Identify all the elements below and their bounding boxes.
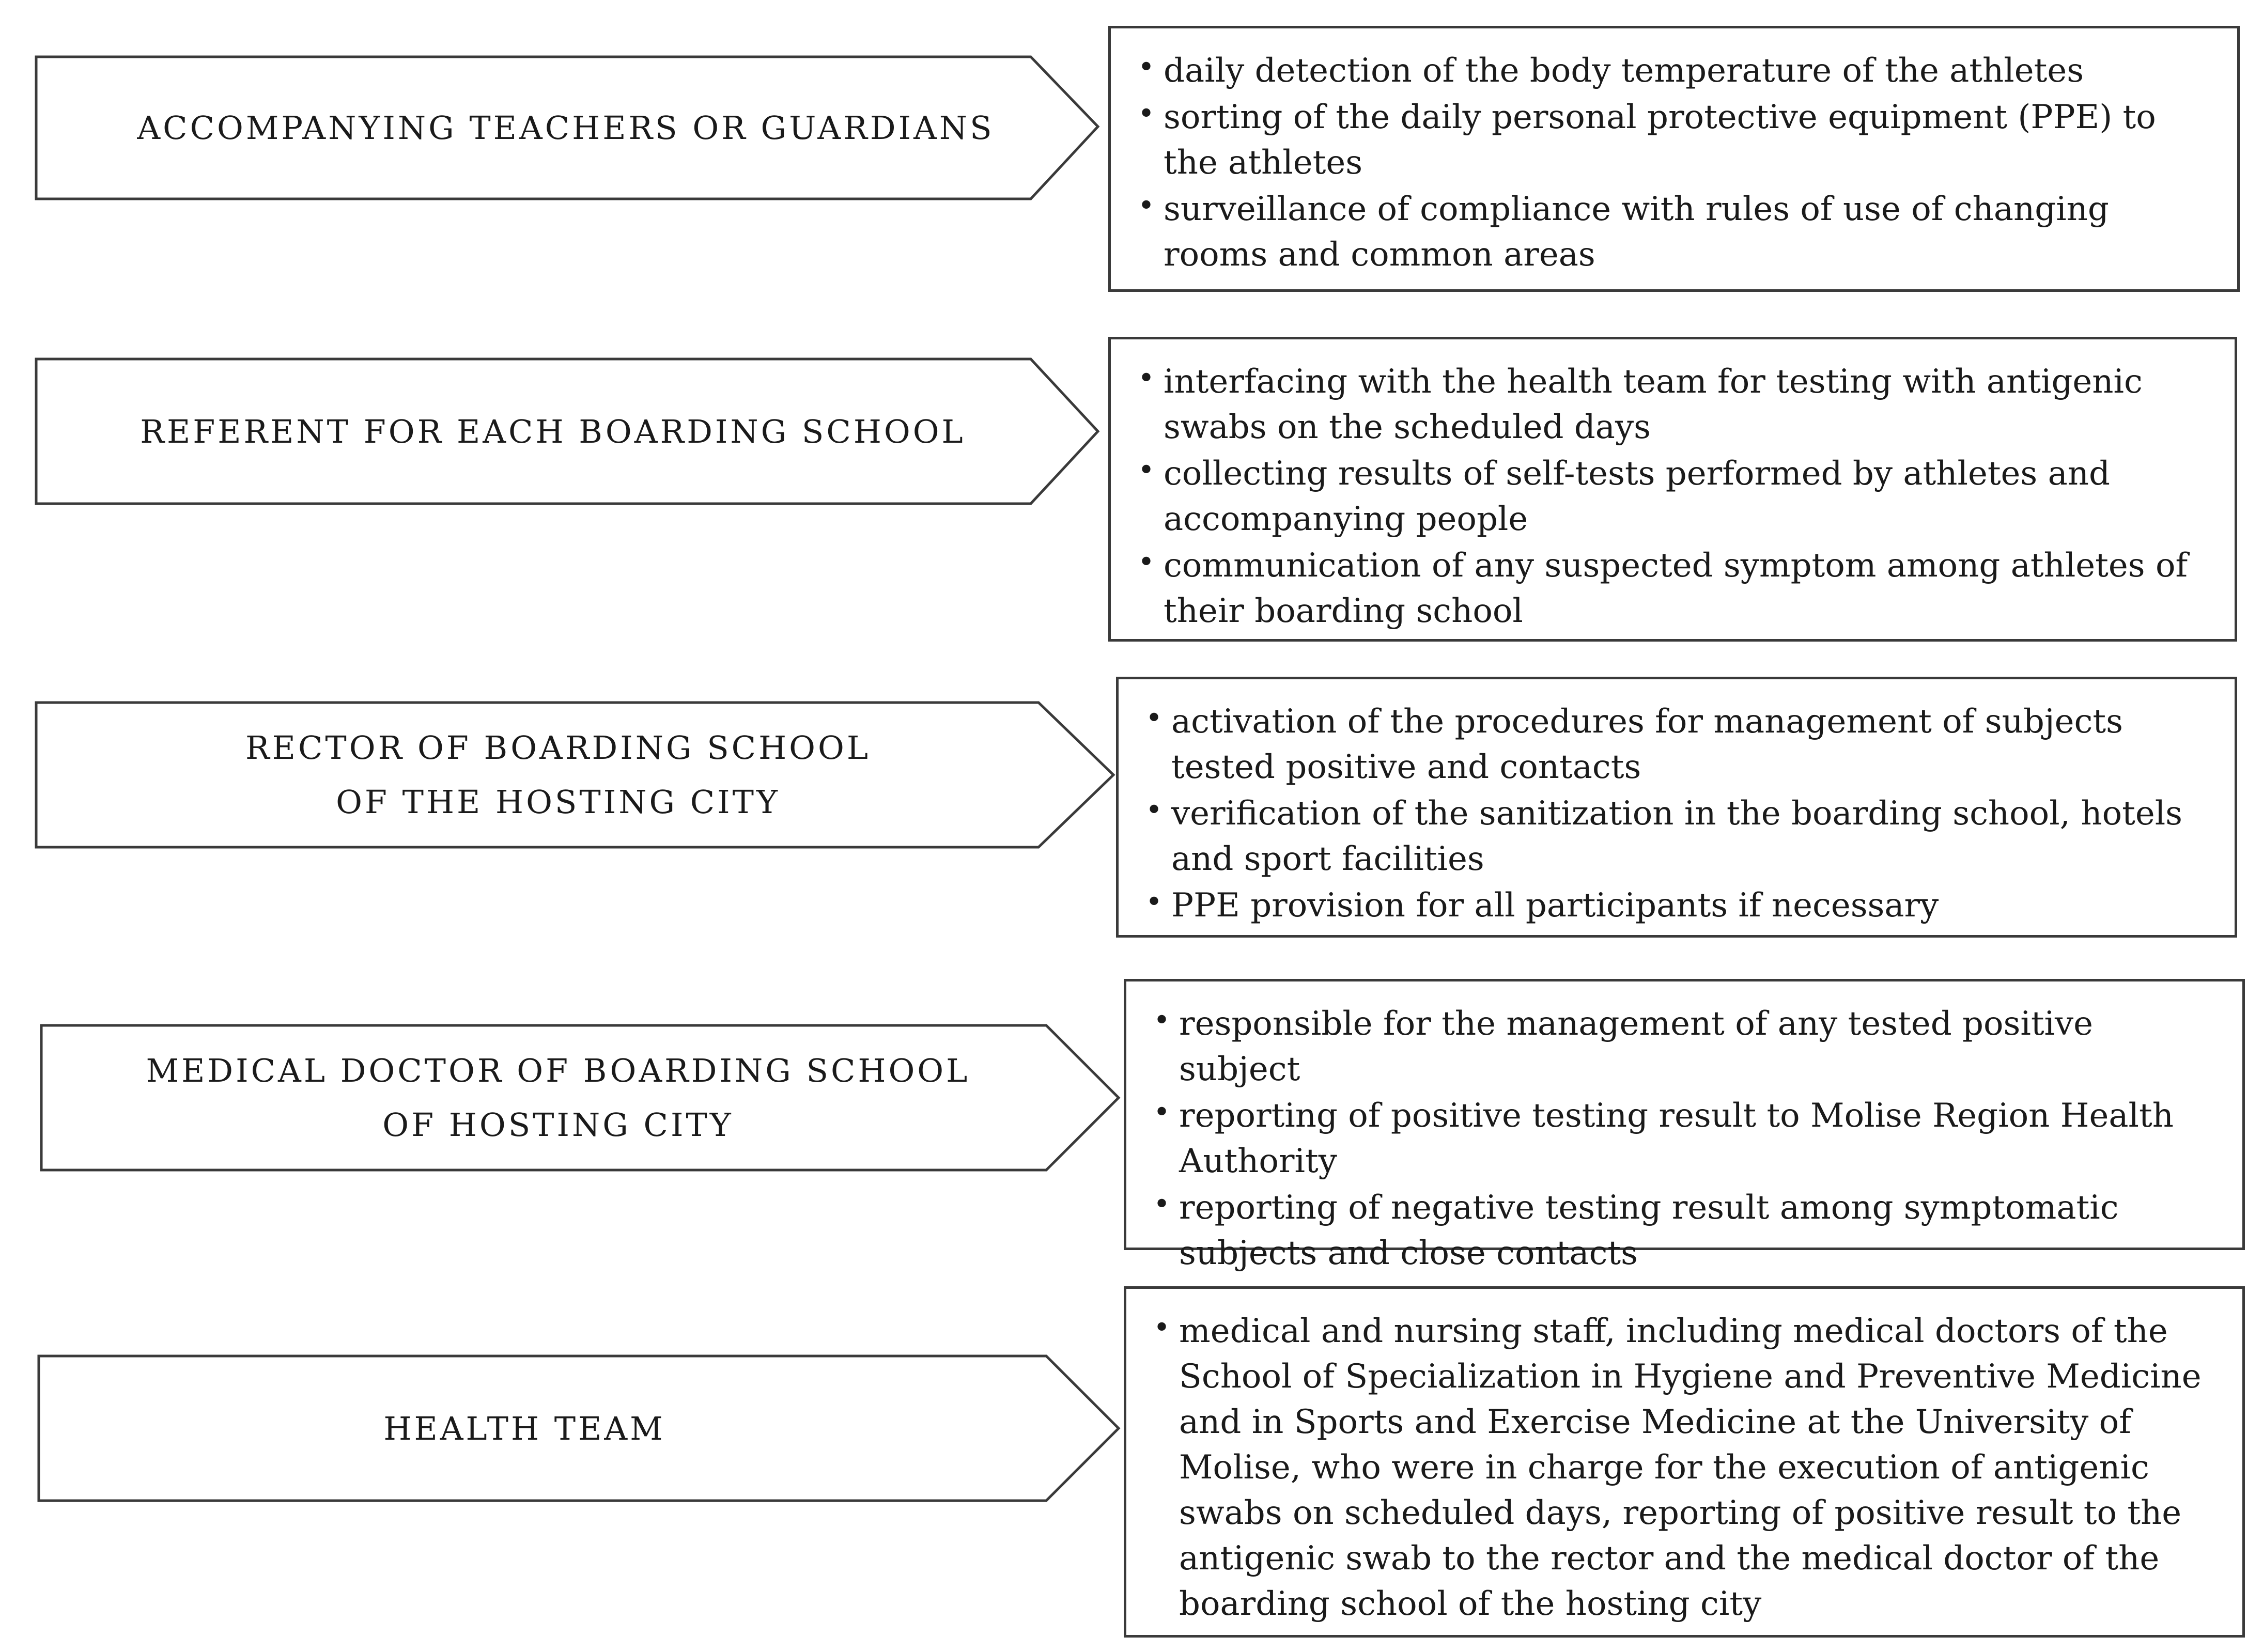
duty-item: • interfacing with the health team for testing with antigenic swabs on the scheduled days (1138, 359, 2214, 450)
role-title-line: ACCOMPANYING TEACHERS OR GUARDIANS (137, 109, 995, 147)
duties-list (1138, 359, 2214, 634)
role-label-health-team (39, 1356, 1010, 1501)
duty-item: • daily detection of the body temperature of the athletes (1138, 48, 2216, 93)
duties-box-medical-doctor (1124, 979, 2245, 1272)
duty-item: • communication of any suspected symptom among athletes of their boarding school (1138, 543, 2214, 634)
role-label-referent (36, 359, 1070, 504)
role-title-line: REFERENT FOR EACH BOARDING SCHOOL (140, 412, 966, 450)
role-label-accompanying-teachers (36, 57, 1095, 199)
duty-item: • sorting of the daily personal protective equipment (PPE) to the athletes (1138, 95, 2216, 185)
duties-list (1138, 48, 2216, 277)
duty-item: • surveillance of compliance with rules of use of changing rooms and common areas (1138, 186, 2216, 277)
role-title-line: HEALTH TEAM (383, 1409, 665, 1447)
duties-box-rector (1116, 677, 2237, 938)
duty-item: • responsible for the management of any tested positive subject (1153, 1001, 2222, 1092)
duty-item: • activation of the procedures for management of subjects tested positive and contacts (1145, 699, 2214, 790)
duties-box-accompanying-teachers (1108, 26, 2240, 292)
duties-list (1153, 1308, 2222, 1627)
role-title-line: RECTOR OF BOARDING SCHOOL (245, 729, 871, 767)
role-title-line: OF HOSTING CITY (382, 1106, 734, 1144)
role-label-medical-doctor (41, 1025, 1075, 1170)
duty-item: • reporting of positive testing result to Molise Region Health Authority (1153, 1093, 2222, 1184)
duty-item: • medical and nursing staff, including medical doctors of the School of Specialization in Hygiene and Preventive Medicine and in Sports and Exercise Medicine at the University of Molise, who were in charge for the execution of antigenic swabs on scheduled days, reporting of positive result to the antigenic swab to the rector and the medical doctor of the boarding school of the hosting city (1153, 1308, 2222, 1627)
duties-list (1153, 1001, 2222, 1276)
duties-box-referent (1108, 337, 2237, 642)
duties-box-health-team (1124, 1286, 2245, 1638)
role-title-line: OF THE HOSTING CITY (336, 783, 780, 821)
duty-item: • verification of the sanitization in the boarding school, hotels and sport facilities (1145, 791, 2214, 882)
duty-item: • PPE provision for all participants if necessary (1145, 883, 2214, 928)
duties-list (1145, 699, 2214, 928)
role-title-line: MEDICAL DOCTOR OF BOARDING SCHOOL (146, 1052, 970, 1089)
role-label-rector (36, 703, 1080, 847)
duty-item: • collecting results of self-tests performed by athletes and accompanying people (1138, 451, 2214, 542)
duty-item: • reporting of negative testing result among symptomatic subjects and close contacts (1153, 1185, 2222, 1276)
